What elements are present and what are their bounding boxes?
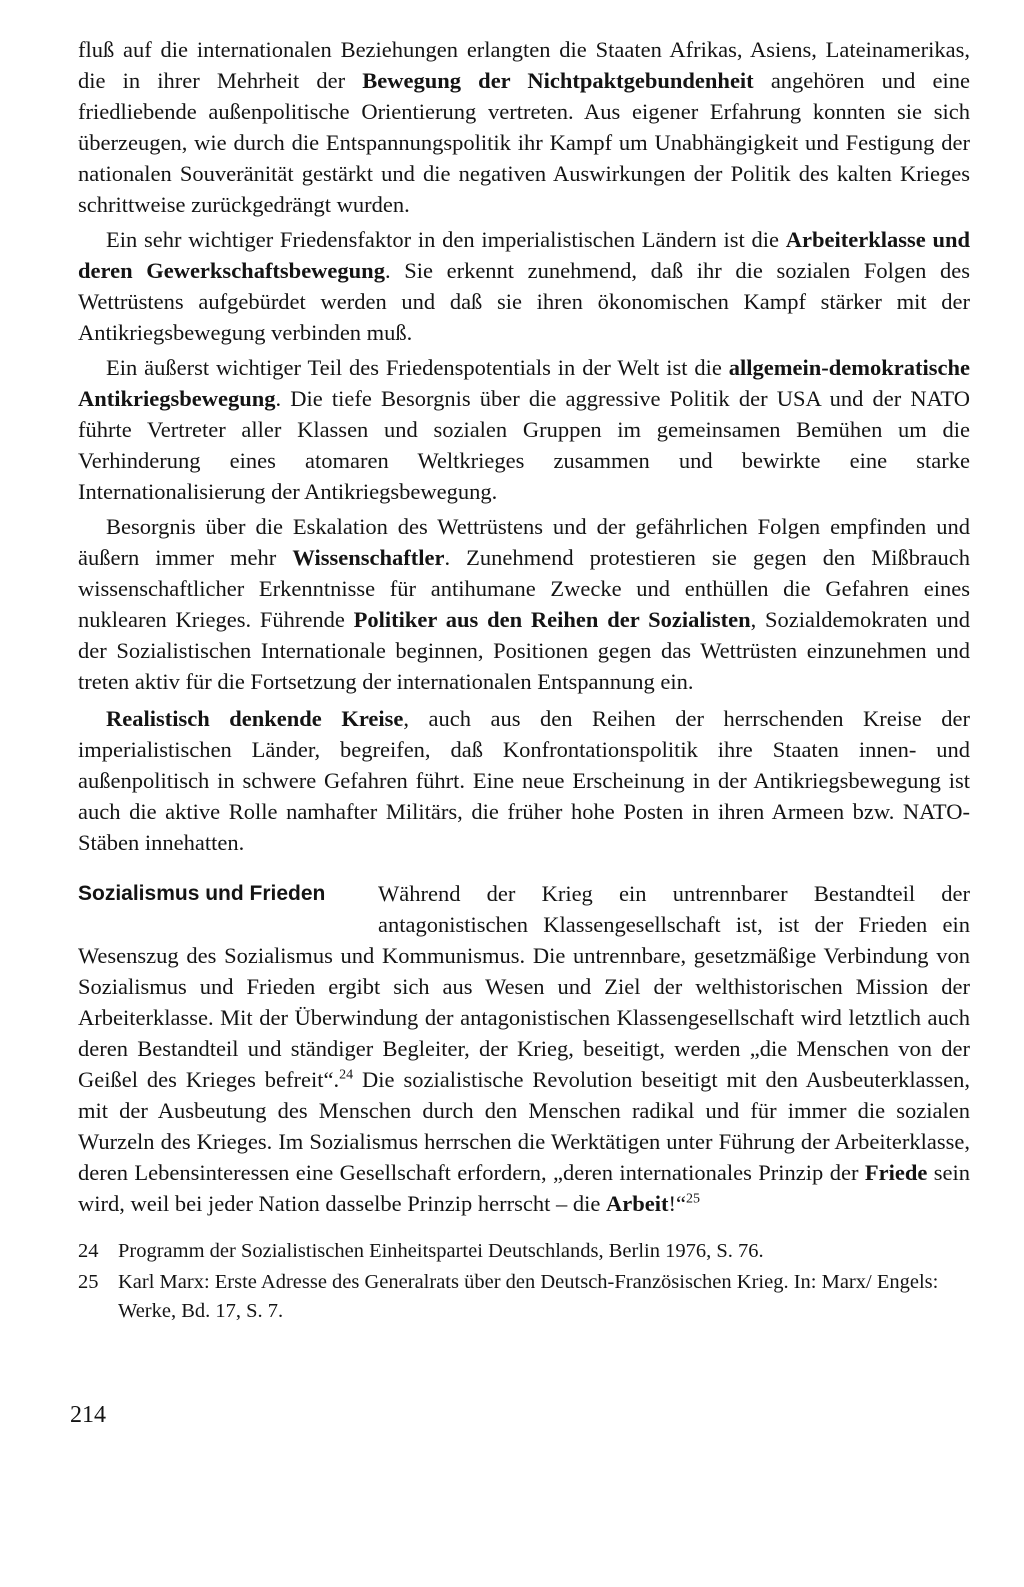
text-run: . Sie erkennt zunehmend, daß ihr die sozialen Folgen des Wettrüstens aufgebürdet werden und daß sie ihren ökonomischen Kampf stärker mit der Antikriegsbewegung verbinden muß. [78,258,970,345]
page-body [78,34,970,1328]
text-run: fluß auf die internationalen Beziehungen erlangten die Staaten Afrikas, Asiens, Lateinamerikas, die in ihrer Mehrheit der [78,37,970,93]
footnote-reference: 24 [339,1067,354,1083]
text-run: , Sozialdemokraten und der Sozialistischen Internationale beginnen, Positionen gegen das Wettrüsten einzunehmen und treten aktiv für die Fortsetzung der internationalen Entspannung ein. [78,607,971,694]
section-heading: Sozialismus und Frieden [78,882,326,905]
paragraph [78,34,970,220]
text-run: . Zunehmend protestieren sie gegen den Mißbrauch wissenschaftlicher Erkenntnisse für antihumane Zwecke und enthüllen die Gefahren eines nuklearen Krieges. Führende [78,545,970,632]
text-run: Ein sehr wichtiger Friedensfaktor in den imperialistischen Ländern ist die [106,227,786,252]
paragraph [78,511,970,697]
text-run: Während der Krieg ein untrennbarer Bestandteil der antagonistischen Klassengesellschaft ist, ist der Frieden ein Wesenszug des Sozialismus und Kommunismus. Die untrennbare, gesetzmäßige Verbindung von Sozialismus und Frieden ergibt sich aus Wesen und Ziel der welthistorischen Mission der Arbeiterklasse. Mit der Überwindung der antagonistischen Klassengesellschaft wird letztlich auch deren Bestandteil und ständiger Begleiter, der Krieg, beseitigt, werden „die Menschen von der Geißel des Krieges befreit“. [78,881,970,1092]
paragraph [78,352,970,507]
footnote [78,1268,970,1326]
emphasis-text: Realistisch denkende Kreise [106,706,404,731]
text-run: Die sozialistische Revolution beseitigt mit den Ausbeuterklassen, mit der Ausbeutung des Menschen durch den Menschen radikal und für immer die sozialen Wurzeln des Krieges. Im Sozialismus herrschen die Werktätigen unter Führung der Arbeiterklasse, deren Lebensinteressen eine Gesellschaft erfordern, „deren internationales Prinzip der [78,1067,970,1185]
text-run: sein wird, weil bei jeder Nation dasselbe Prinzip herrscht – die [78,1160,970,1216]
footnote-number: 25 [78,1271,99,1293]
footnote-text: Programm der Sozialistischen Einheitspartei Deutschlands, Berlin 1976, S. 76. [118,1240,764,1262]
page-number: 214 [70,1402,106,1428]
footnote-text: Karl Marx: Erste Adresse des Generalrats über den Deutsch-Französischen Krieg. In: Marx/ Engels: Werke, Bd. 17, S. 7. [118,1271,939,1322]
section-sozialismus-und-frieden [78,878,970,1219]
text-run: Besorgnis über die Eskalation des Wettrüstens und der gefährlichen Folgen empfinden und äußern immer mehr [78,514,970,570]
text-run: Ein äußerst wichtiger Teil des Friedenspotentials in der Welt ist die [106,355,729,380]
emphasis-text: Bewegung der Nichtpaktgebundenheit [362,68,754,93]
footnote [78,1237,970,1266]
paragraph [78,703,970,858]
emphasis-text: Arbeit [605,1191,669,1216]
emphasis-text: Arbeiterklasse und deren Gewerkschaftsbewegung [78,227,970,283]
body-text [78,34,970,858]
footnote-reference: 25 [685,1191,700,1207]
text-run: . Die tiefe Besorgnis über die aggressive Politik der USA und der NATO führte Vertreter aller Klassen und sozialen Gruppen im gemeinsamen Bemühen um die Verhinderung eines atomaren Weltkrieges zusammen und bewirkte eine starke Internationalisierung der Antikriegsbewegung. [78,386,970,504]
text-run: , auch aus den Reihen der herrschenden Kreise der imperialistischen Länder, begreifen, daß Konfrontationspolitik ihre Staaten innen- und außenpolitisch in schwere Gefahren führt. Eine neue Erscheinung in der Antikriegsbewegung ist auch die aktive Rolle namhafter Militärs, die früher hohe Posten in ihren Armeen bzw. NATO-Stäben innehatten. [78,706,970,855]
text-run: angehören und eine friedliebende außenpolitische Orientierung vertreten. Aus eigener Erfahrung konnten sie sich überzeugen, wie durch die Entspannungspolitik ihr Kampf um Unabhängigkeit und Festigung der nationalen Souveränität gestärkt und die negativen Auswirkungen der Politik des kalten Krieges schrittweise zurückgedrängt wurden. [78,68,970,217]
footnote-number: 24 [78,1240,99,1262]
text-run: !“ [668,1191,686,1216]
paragraph [78,224,970,348]
emphasis-text: Friede [864,1160,928,1185]
emphasis-text: Wissenschaftler [292,545,445,570]
emphasis-text: Politiker aus den Reihen der Sozialisten [353,607,751,632]
emphasis-text: allgemein-demokratische Antikriegsbewegung [78,355,970,411]
footnotes [78,1237,970,1326]
